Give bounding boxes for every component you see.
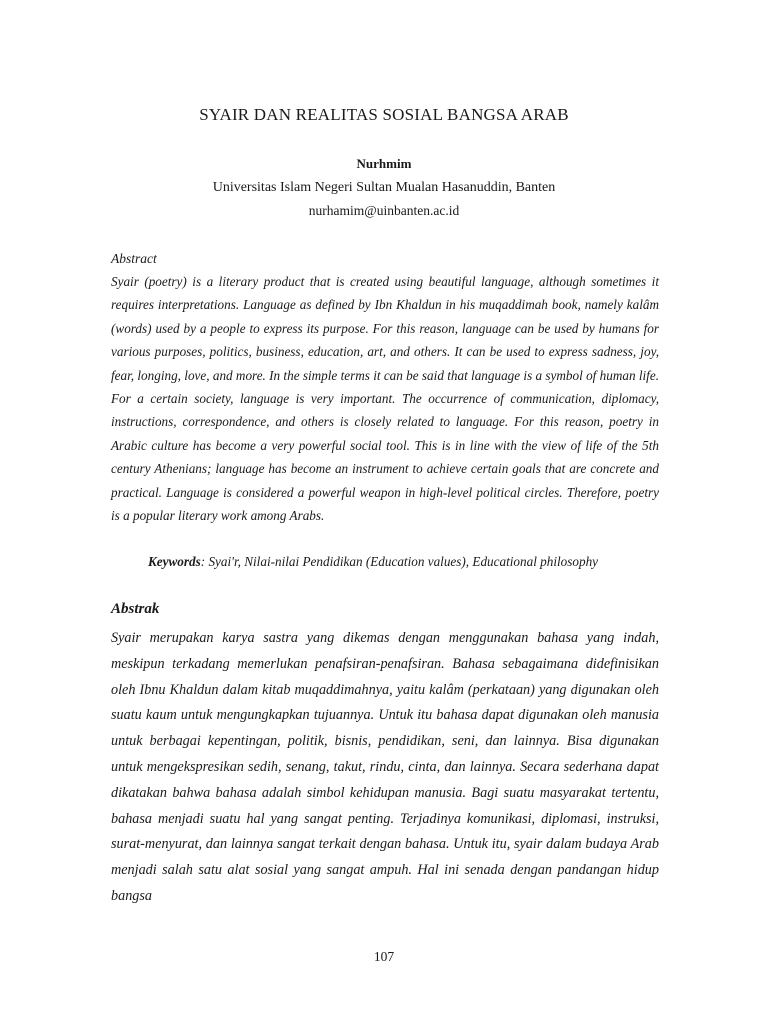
author-affiliation: Universitas Islam Negeri Sultan Mualan Hasanuddin, Banten bbox=[212, 180, 556, 195]
abstrak-heading: Abstrak bbox=[111, 601, 160, 617]
author-email: nurhamim@uinbanten.ac.id bbox=[308, 203, 460, 218]
keywords-line bbox=[148, 554, 598, 570]
keywords-label: Keywords bbox=[148, 554, 201, 569]
abstract-body: Syair (poetry) is a literary product that is created using beautiful language, although sometimes it requires interpretations. Language as defined by Ibn Khaldun in his muqaddimah book, namely kalâm (words) used by a people to express its purpose. For this reason, language can be used by humans for various purposes, politics, business, education, art, and others. It can be used to express sadness, joy, fear, longing, love, and more. In the simple terms it can be said that language is a symbol of human life. For a certain society, language is very important. The occurrence of communication, diplomacy, instructions, correspondence, and others is closely related to language. For this reason, poetry in Arabic culture has become a very powerful social tool. This is in line with the view of life of the 5th century Athenians; language has become an instrument to achieve certain goals that are concrete and practical. Language is considered a powerful weapon in high-level political circles. Therefore, poetry is a popular literary work among Arabs. bbox=[111, 274, 659, 524]
paper-title: SYAIR DAN REALITAS SOSIAL BANGSA ARAB bbox=[199, 105, 569, 124]
abstract-heading: Abstract bbox=[111, 251, 157, 266]
page-number: 107 bbox=[373, 949, 395, 964]
keywords-text: : Syai'r, Nilai-nilai Pendidikan (Education values), Educational philosophy bbox=[200, 554, 599, 569]
author-name: Nurhmim bbox=[356, 156, 412, 171]
abstrak-body: Syair merupakan karya sastra yang dikemas dengan menggunakan bahasa yang indah, meskipun terkadang memerlukan penafsiran-penafsiran. Bahasa sebagaimana didefinisikan oleh Ibnu Khaldun dalam kitab muqaddimahnya, yaitu kalâm (perkataan) yang digunakan oleh suatu kaum untuk mengungkapkan tujuannya. Untuk itu bahasa dapat digunakan oleh manusia untuk berbagai kepentingan, politik, bisnis, pendidikan, seni, dan lainnya. Bisa digunakan untuk mengekspresikan sedih, senang, takut, rindu, cinta, dan lainnya. Secara sederhana dapat dikatakan bahwa bahasa adalah simbol kehidupan manusia. Bagi suatu masyarakat tertentu, bahasa menjadi suatu hal yang sangat penting. Terjadinya komunikasi, diplomasi, instruksi, surat-menyurat, dan lainnya sangat terkait dengan bahasa. Untuk itu, syair dalam budaya Arab menjadi salah satu alat sosial yang sangat ampuh. Hal ini senada dengan pandangan hidup bangsa bbox=[111, 630, 659, 904]
